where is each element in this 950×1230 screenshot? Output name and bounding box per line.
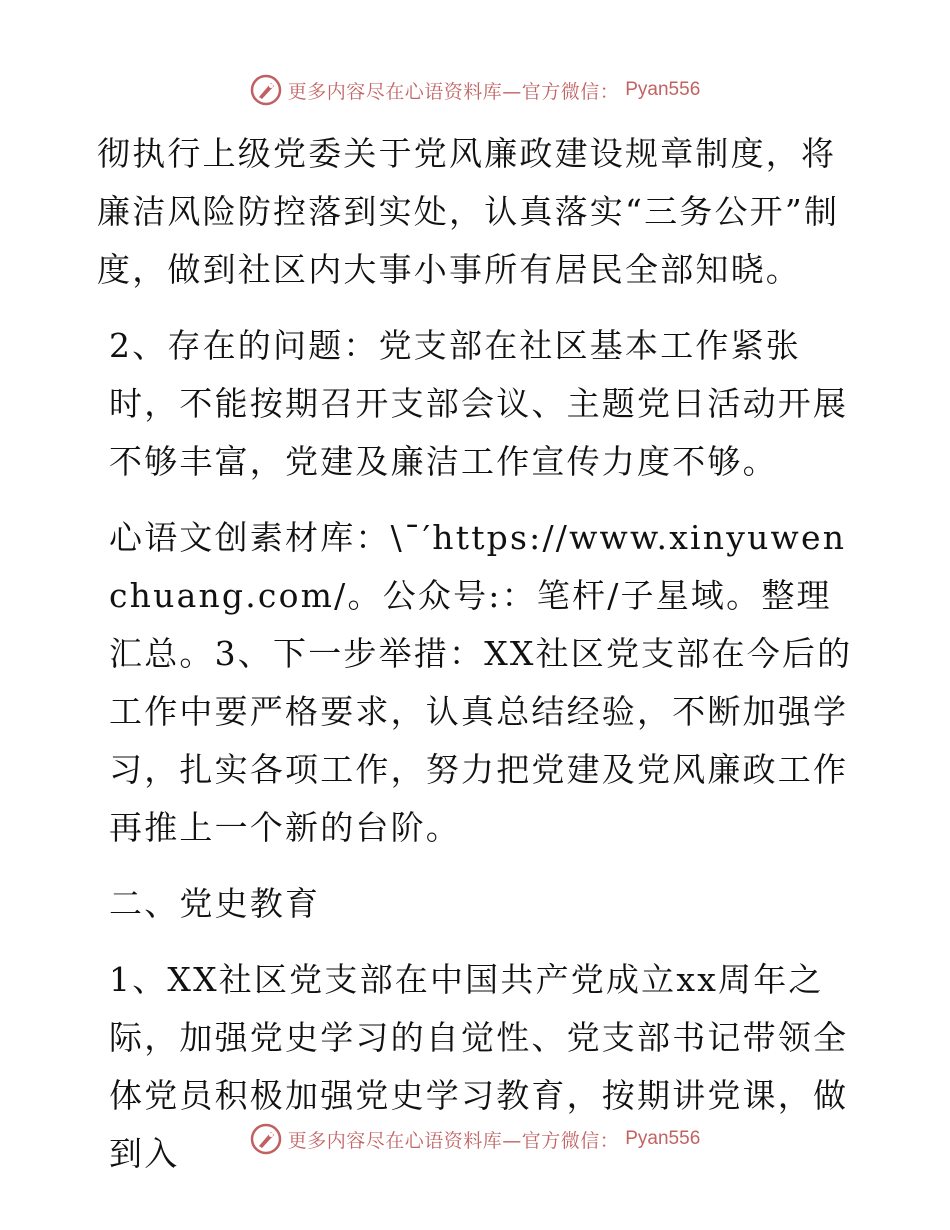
pen-nib-logo-icon <box>250 74 282 106</box>
header-watermark <box>0 74 950 106</box>
paragraph-next-steps: 心语文创素材库：\¯′https://www.xinyuwenchuang.com/。公众号:：笔杆/子星域。整理汇总。3、下一步举措：XX社区党支部在今后的工作中要严格要求，认真总结经验，不断加强学习，扎实各项工作，努力把党建及党风廉政工作再推上一个新的台阶。 <box>109 518 853 847</box>
footer-watermark <box>0 1123 950 1155</box>
watermark-text: 更多内容尽在心语资料库—官方微信： <box>287 1129 620 1152</box>
paragraph-party-history-education: 1、XX社区党支部在中国共产党成立xx周年之际，加强党史学习的自觉性、党支部书记带领全体党员积极加强党史学习教育，按期讲党课，做到入 <box>109 960 849 1173</box>
paragraph-continuation: 彻执行上级党委关于党风廉政建设规章制度，将廉洁风险防控落到实处，认真落实“三务公开”制度，做到社区内大事小事所有居民全部知晓。 <box>97 134 840 289</box>
paragraph-existing-problems: 2、存在的问题：党支部在社区基本工作紧张时，不能按期召开支部会议、主题党日活动开展不够丰富，党建及廉洁工作宣传力度不够。 <box>109 326 849 481</box>
watermark-wechat-id: Pyan556 <box>625 79 701 100</box>
section-heading-party-history: 二、党史教育 <box>109 884 321 923</box>
watermark-text: 更多内容尽在心语资料库—官方微信： <box>287 80 620 103</box>
watermark-wechat-id: Pyan556 <box>625 1128 701 1149</box>
pen-nib-logo-icon <box>250 1123 282 1155</box>
document-body <box>97 125 857 1183</box>
